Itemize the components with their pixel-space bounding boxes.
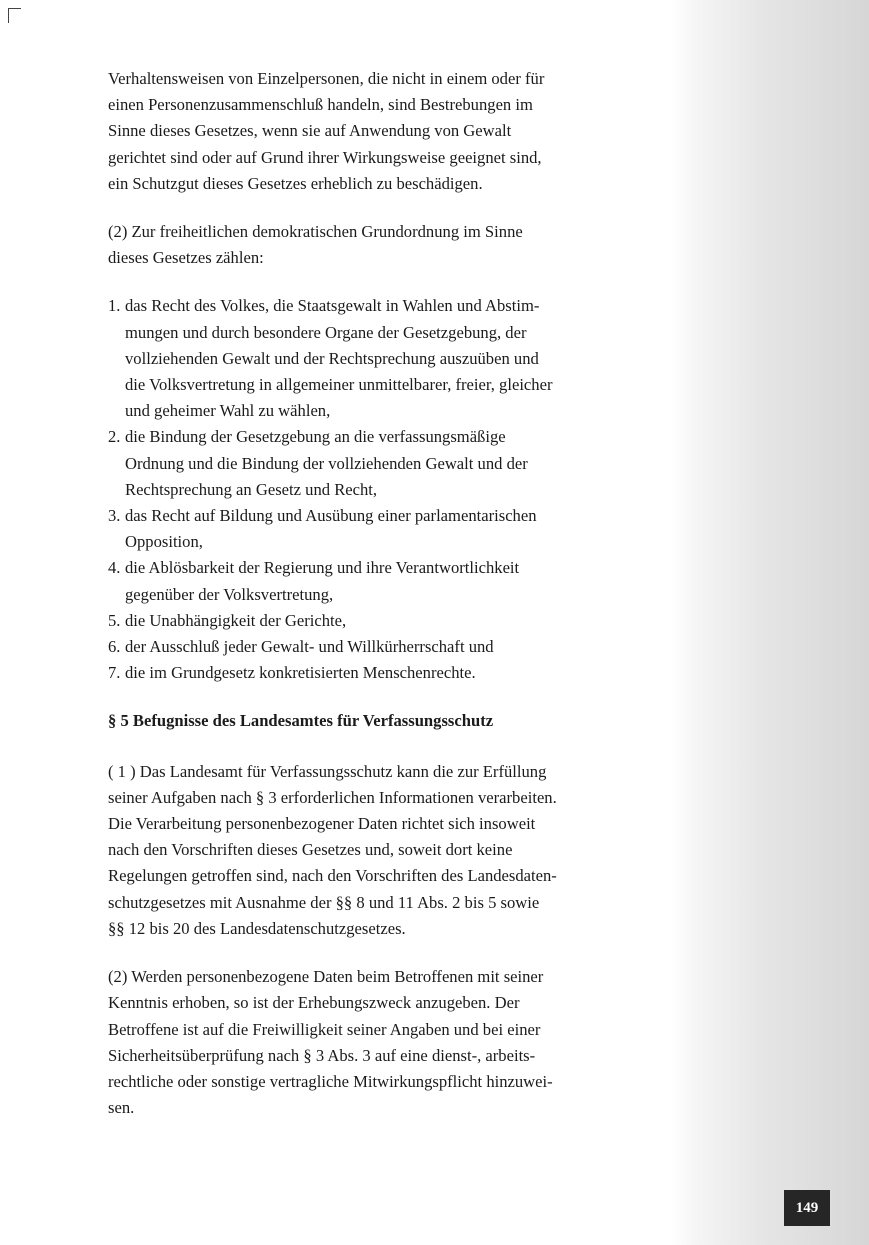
text-line: das Recht des Volkes, die Staatsgewalt in Wahlen und Abstim- bbox=[125, 296, 540, 316]
text-line: und geheimer Wahl zu wählen, bbox=[125, 401, 331, 421]
list-item bbox=[108, 634, 668, 660]
list-number: 4. bbox=[108, 558, 121, 578]
text-line: rechtliche oder sonstige vertragliche Mitwirkungspflicht hinzuwei- bbox=[108, 1071, 553, 1091]
list-number: 2. bbox=[108, 427, 121, 447]
text-line: Verhaltensweisen von Einzelpersonen, die nicht in einem oder für bbox=[108, 69, 545, 88]
list-item bbox=[108, 424, 668, 503]
list-item bbox=[108, 503, 668, 555]
text-line: Sicherheitsüberprüfung nach § 3 Abs. 3 auf eine dienst-, arbeits- bbox=[108, 1045, 536, 1065]
text-line: mungen und durch besondere Organe der Gesetzgebung, der bbox=[125, 322, 527, 342]
text-line: das Recht auf Bildung und Ausübung einer parlamentarischen bbox=[125, 506, 537, 526]
text-line: Regelungen getroffen sind, nach den Vorschriften des Landesdaten- bbox=[108, 866, 557, 886]
text-line: seiner Aufgaben nach § 3 erforderlichen Informationen verarbeiten. bbox=[108, 787, 557, 807]
text-line: der Ausschluß jeder Gewalt- und Willkürherrschaft und bbox=[125, 637, 494, 657]
text-line: Sinne dieses Gesetzes, wenn sie auf Anwendung von Gewalt bbox=[108, 121, 512, 141]
list-item bbox=[108, 608, 668, 634]
list-number: 7. bbox=[108, 663, 121, 683]
text-line: Ordnung und die Bindung der vollziehenden Gewalt und der bbox=[125, 453, 528, 473]
text-line: die Ablösbarkeit der Regierung und ihre Verantwortlichkeit bbox=[125, 558, 520, 578]
text-line: Rechtsprechung an Gesetz und Recht, bbox=[125, 479, 378, 499]
text-line: (2) Werden personenbezogene Daten beim Betroffenen mit seiner bbox=[108, 967, 544, 987]
text-line: schutzgesetzes mit Ausnahme der §§ 8 und 11 Abs. 2 bis 5 sowie bbox=[108, 892, 540, 912]
crop-mark bbox=[8, 8, 21, 23]
text-line: Kenntnis erhoben, so ist der Erhebungszweck anzugeben. Der bbox=[108, 993, 520, 1013]
text-line: ( 1 ) Das Landesamt für Verfassungsschutz kann die zur Erfüllung bbox=[108, 761, 547, 781]
principles-list bbox=[108, 293, 668, 686]
text-line: dieses Gesetzes zählen: bbox=[108, 248, 264, 268]
list-number: 5. bbox=[108, 610, 121, 630]
text-line: gegenüber der Volksvertretung, bbox=[125, 584, 334, 604]
text-line: Die Verarbeitung personenbezogener Daten richtet sich insoweit bbox=[108, 814, 536, 834]
text-line: die Volksvertretung in allgemeiner unmittelbarer, freier, gleicher bbox=[125, 375, 553, 395]
page-content bbox=[108, 66, 668, 1143]
text-line: einen Personenzusammenschluß handeln, sind Bestrebungen im bbox=[108, 95, 533, 115]
text-line: gerichtet sind oder auf Grund ihrer Wirkungsweise geeignet sind, bbox=[108, 147, 542, 167]
section-heading: § 5 Befugnisse des Landesamtes für Verfassungsschutz bbox=[108, 711, 494, 731]
text-line: die im Grundgesetz konkretisierten Menschenrechte. bbox=[125, 663, 476, 683]
intro-paragraph bbox=[108, 66, 668, 197]
text-line: (2) Zur freiheitlichen demokratischen Grundordnung im Sinne bbox=[108, 222, 523, 242]
list-number: 6. bbox=[108, 637, 121, 657]
text-line: §§ 12 bis 20 des Landesdatenschutzgesetzes. bbox=[108, 918, 406, 938]
text-line: nach den Vorschriften dieses Gesetzes und, soweit dort keine bbox=[108, 840, 513, 860]
text-line: vollziehenden Gewalt und der Rechtsprechung auszuüben und bbox=[125, 348, 539, 368]
text-line: die Bindung der Gesetzgebung an die verfassungsmäßige bbox=[125, 427, 506, 447]
text-line: Opposition, bbox=[125, 532, 203, 552]
paragraph-2 bbox=[108, 219, 668, 271]
text-line: die Unabhängigkeit der Gerichte, bbox=[125, 610, 347, 630]
section-paragraph-2 bbox=[108, 964, 668, 1121]
text-line: Betroffene ist auf die Freiwilligkeit seiner Angaben und bei einer bbox=[108, 1019, 541, 1039]
list-number: 3. bbox=[108, 506, 121, 526]
page-number: 149 bbox=[784, 1190, 830, 1226]
text-line: sen. bbox=[108, 1098, 135, 1118]
section-paragraph-1 bbox=[108, 759, 668, 942]
text-line: ein Schutzgut dieses Gesetzes erheblich zu beschädigen. bbox=[108, 173, 483, 193]
list-item bbox=[108, 555, 668, 607]
list-item bbox=[108, 660, 668, 686]
list-item bbox=[108, 293, 668, 424]
list-number: 1. bbox=[108, 296, 121, 316]
